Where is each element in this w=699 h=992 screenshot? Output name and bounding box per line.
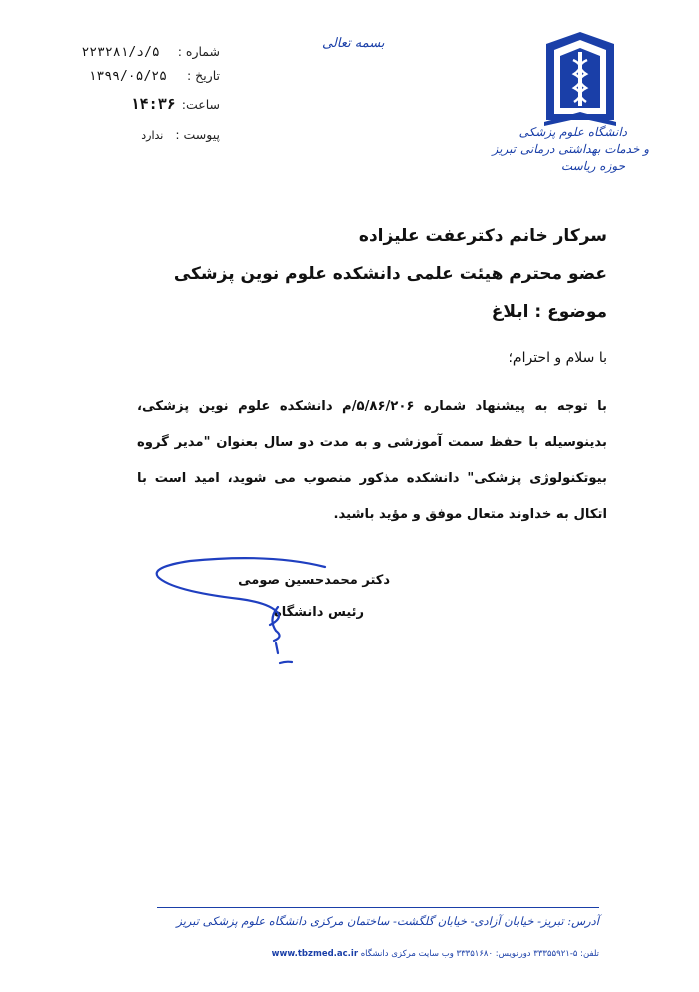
recipient-title: عضو محترم هیئت علمی دانشکده علوم نوین پزشکی <box>173 264 607 284</box>
footer-contact-text: تلفن: ۵-۳۳۳۵۵۹۲۱ دورنویس: ۳۳۳۵۱۶۸۰ وب سایت مرکزی دانشگاه <box>360 949 599 959</box>
bismillah: بسمه تعالی <box>322 36 385 51</box>
university-logo-icon <box>540 30 620 128</box>
university-line2: و خدمات بهداشتی درمانی تبریز <box>492 142 649 156</box>
university-line3: حوزه ریاست <box>560 159 625 173</box>
number-row <box>81 44 220 60</box>
time-row <box>131 95 220 113</box>
recipient: سرکار خانم دکترعفت علیزاده <box>358 226 607 246</box>
date-value: ۱۳۹۹/۰۵/۲۵ <box>88 69 167 84</box>
signer-name: دکتر محمدحسین صومی <box>238 573 390 588</box>
university-line1: دانشگاه علوم پزشکی <box>518 125 627 139</box>
attachment-value: ندارد <box>141 129 164 142</box>
greeting: با سلام و احترام؛ <box>508 350 607 366</box>
time-label: ساعت: <box>181 97 220 112</box>
number-value: ۵/د/۲۲۳۲۸۱ <box>81 45 160 60</box>
footer-address: آدرس: تبریز- خیابان آزادی- خیابان گلگشت- ساختمان مرکزی دانشگاه علوم پزشکی تبریز <box>176 914 599 928</box>
footer-website-link[interactable]: www.tbzmed.ac.ir <box>271 949 359 959</box>
handwritten-signature-icon <box>150 555 390 675</box>
footer-divider <box>157 907 599 908</box>
university-name <box>489 124 649 175</box>
date-row <box>89 68 220 84</box>
footer-contact <box>272 949 599 959</box>
letter-body: با توجه به پیشنهاد شماره ۵/۸۶/۲۰۶/م دانشکده علوم نوین پزشکی، بدینوسیله با حفظ سمت آموزشی و به مدت دو سال بعنوان "مدیر گروه بیوتکنولوژی پزشکی" دانشکده مذکور منصوب می شوید، امید است با اتکال به خداوند متعال موفق و مؤید باشید. <box>137 399 607 522</box>
subject: موضوع : ابلاغ <box>491 302 607 322</box>
attachment-label: پیوست : <box>175 127 220 142</box>
time-value: ۱۴:۳۶ <box>130 95 176 113</box>
signature-block <box>150 555 390 675</box>
number-label: شماره : <box>177 44 220 59</box>
attachment-row <box>141 127 220 142</box>
date-label: تاریخ : <box>186 68 220 83</box>
signer-position: رئیس دانشگاه <box>274 605 364 620</box>
